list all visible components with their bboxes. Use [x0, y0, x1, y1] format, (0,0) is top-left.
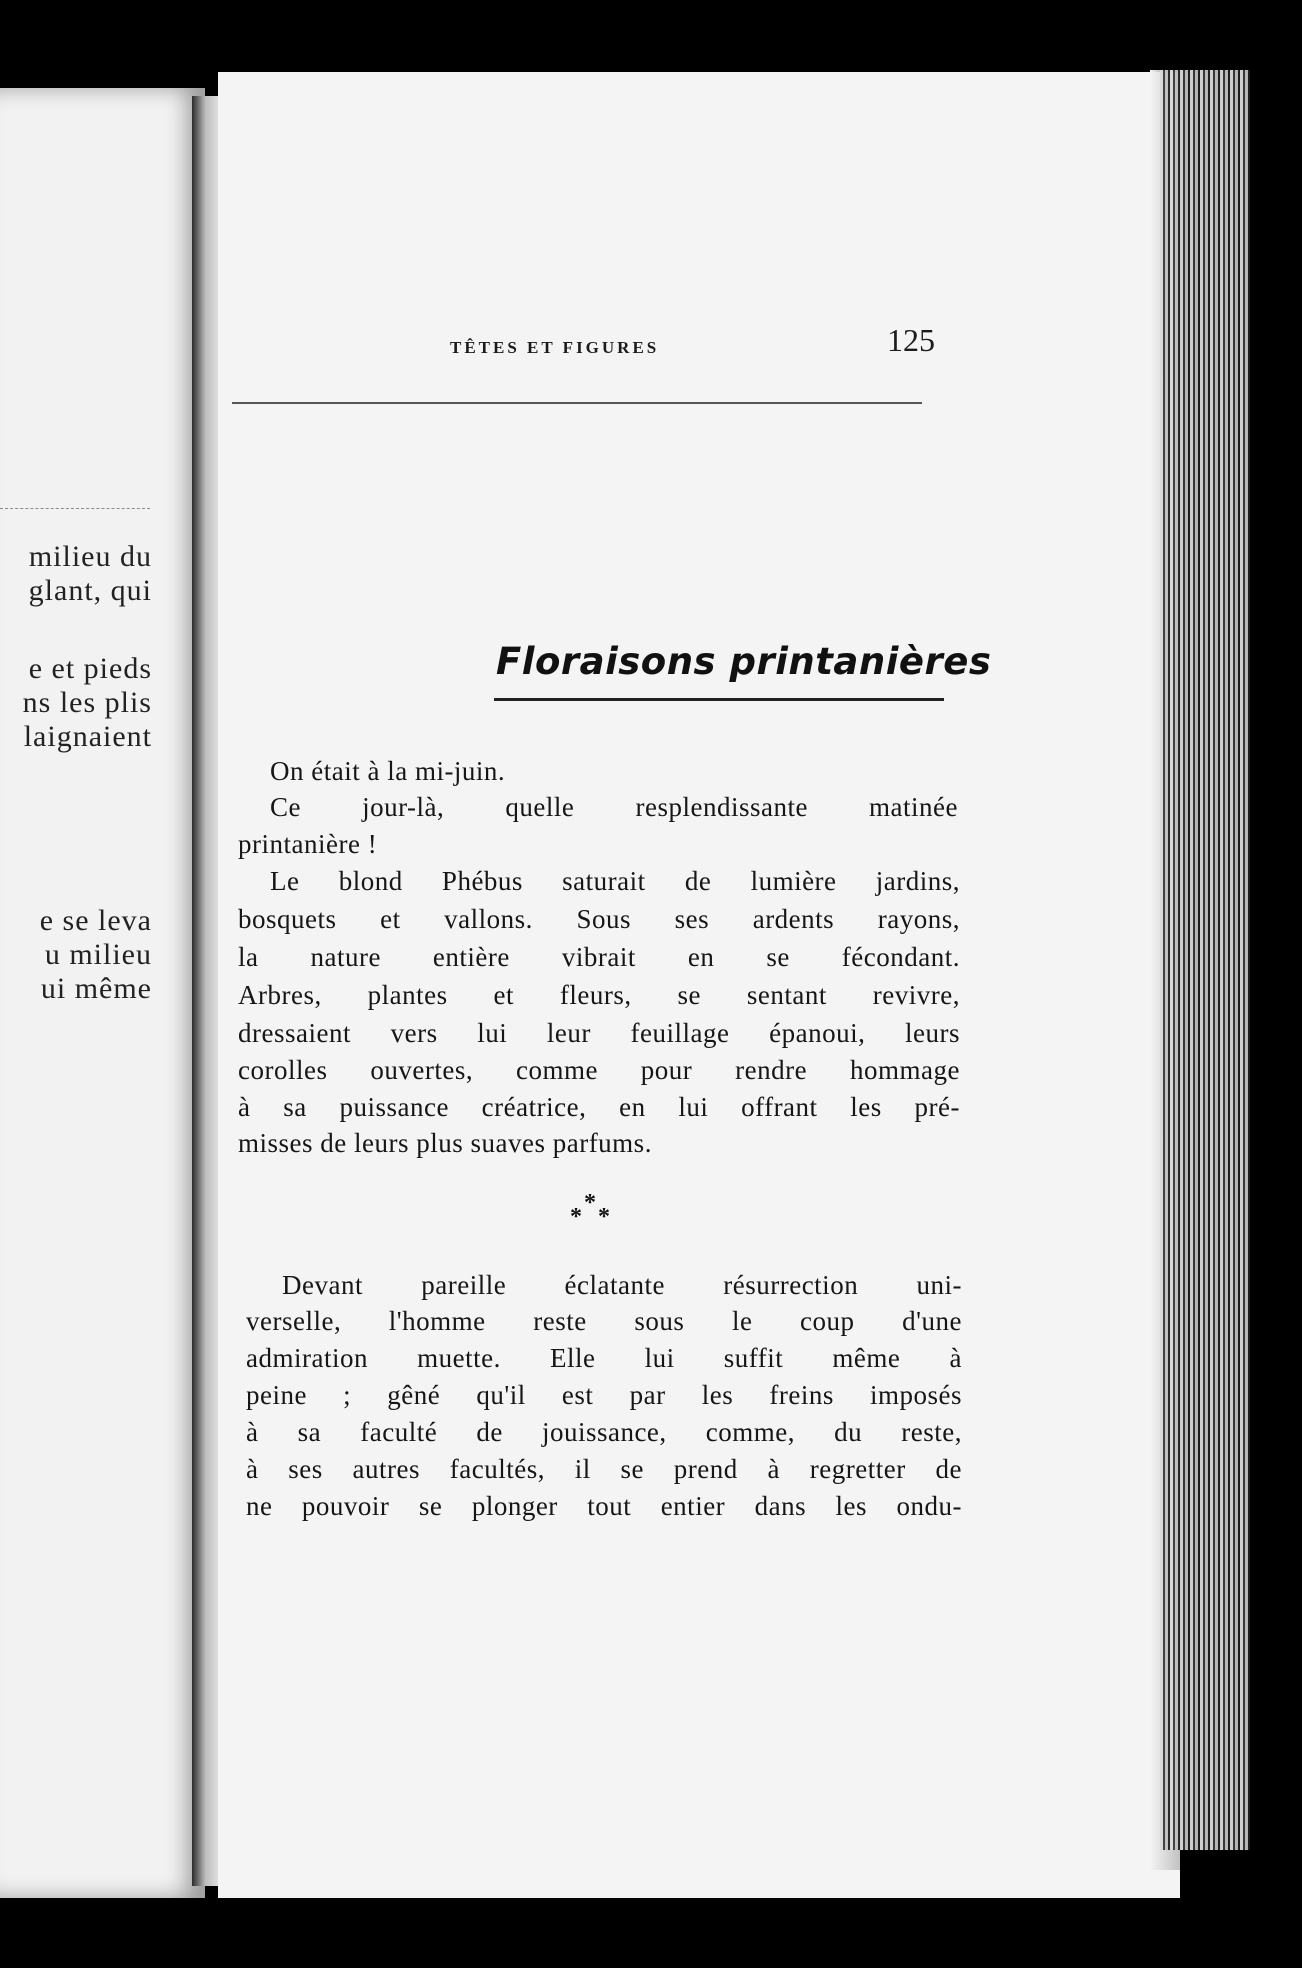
text-line: bosquets et vallons. Sous ses ardents rayons,: [238, 904, 960, 934]
text-line: Le blond Phébus saturait de lumière jardins,: [270, 866, 960, 896]
text-line: admiration muette. Elle lui suffit même à: [246, 1343, 962, 1373]
text-line: à sa faculté de jouissance, comme, du reste,: [246, 1417, 962, 1447]
text-line: On était à la mi-juin.: [270, 756, 506, 786]
left-line: milieu du: [28, 540, 152, 573]
text-line: peine ; gêné qu'il est par les freins imposés: [246, 1380, 962, 1410]
text-line: corolles ouvertes, comme pour rendre hommage: [238, 1055, 960, 1085]
title-underline: [494, 698, 944, 701]
separator-star: *: [598, 1204, 610, 1230]
left-line: e et pieds: [28, 652, 152, 685]
left-page-rule: [0, 508, 150, 509]
separator-star: *: [584, 1190, 596, 1216]
text-line: Arbres, plantes et fleurs, se sentant revivre,: [238, 980, 960, 1010]
chapter-title: Floraisons printanières: [496, 640, 992, 683]
page-number: 125: [887, 322, 935, 358]
text-line: à ses autres facultés, il se prend à regretter de: [246, 1454, 962, 1484]
left-page: [0, 88, 205, 1898]
text-line: la nature entière vibrait en se fécondant.: [238, 942, 960, 972]
text-line: verselle, l'homme reste sous le coup d'une: [246, 1306, 962, 1336]
text-line: misses de leurs plus suaves parfums.: [238, 1128, 652, 1158]
text-line: Ce jour-là, quelle resplendissante matinée: [270, 792, 958, 822]
section-separator: [570, 1190, 610, 1230]
running-head: TÊTES ET FIGURES: [450, 338, 660, 357]
text-line: ne pouvoir se plonger tout entier dans les ondu-: [246, 1491, 962, 1521]
left-line: ui même: [40, 972, 152, 1005]
left-line: e se leva: [39, 904, 152, 937]
left-line: glant, qui: [28, 574, 152, 607]
left-line: u milieu: [44, 938, 152, 971]
left-line: laignaient: [23, 720, 152, 753]
header-rule: [232, 402, 922, 404]
text-line: Devant pareille éclatante résurrection uni-: [282, 1270, 962, 1300]
separator-star: *: [570, 1204, 582, 1230]
text-line: à sa puissance créatrice, en lui offrant les pré-: [238, 1092, 960, 1122]
left-line: ns les plis: [22, 686, 152, 719]
page-edges: [1160, 70, 1250, 1850]
text-line: dressaient vers lui leur feuillage épanoui, leurs: [238, 1018, 960, 1048]
text-line: printanière !: [238, 829, 378, 859]
